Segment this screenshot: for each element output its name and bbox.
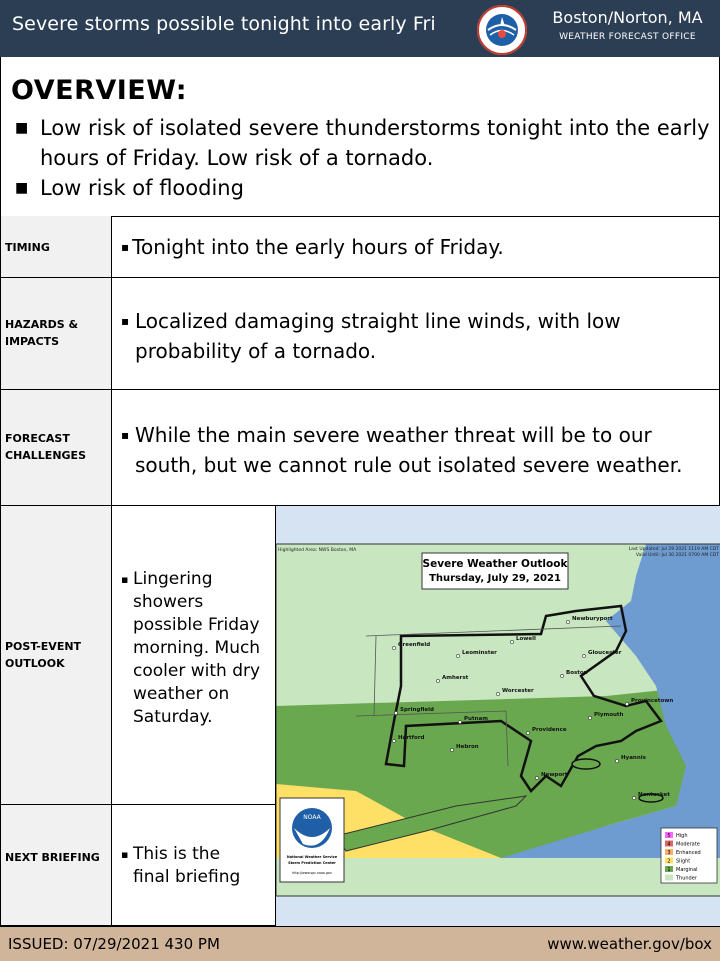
row-label-cell bbox=[1, 390, 112, 505]
city-marker bbox=[615, 759, 618, 762]
noaa-line1: National Weather Service bbox=[286, 855, 338, 859]
city-marker bbox=[632, 796, 635, 799]
map-valid-until: Valid Until: Jul 30 2021 0700 AM CDT bbox=[635, 553, 719, 558]
overview-list bbox=[13, 113, 713, 203]
city-marker bbox=[560, 674, 563, 677]
bullet-icon: ■ bbox=[15, 180, 29, 196]
legend-number: 1 bbox=[667, 867, 671, 873]
list-item: ■ Low risk of flooding bbox=[13, 173, 713, 203]
noaa-url: http://www.spc.noaa.gov bbox=[292, 871, 332, 875]
map-last-updated: Last Updated: Jul 29 2021 1119 AM CDT bbox=[628, 547, 719, 552]
city-marker bbox=[566, 620, 569, 623]
legend-number: 4 bbox=[667, 841, 671, 848]
city-marker bbox=[436, 679, 439, 682]
city-label: Leominster bbox=[462, 650, 497, 656]
city-marker bbox=[450, 748, 453, 751]
header-bar bbox=[0, 0, 720, 57]
city-label: Gloucester bbox=[588, 650, 622, 656]
city-label: Hebron bbox=[456, 744, 479, 750]
row-label: NEXT BRIEFING bbox=[5, 851, 100, 864]
row-content: ▪ Lingering showers possible Friday morning. Much cooler with dry weather on Saturday. bbox=[121, 569, 261, 727]
city-label: Newport bbox=[541, 772, 568, 778]
legend-number: 5 bbox=[667, 833, 671, 839]
city-label: Worcester bbox=[502, 688, 534, 694]
office-subtitle: WEATHER FORECAST OFFICE bbox=[559, 32, 696, 42]
city-label: Amherst bbox=[442, 675, 469, 681]
row-content: ▪ While the main severe weather threat will be to our south, but we cannot rule out isolated severe weather. bbox=[121, 423, 683, 477]
row-content: ▪ This is the final briefing bbox=[121, 844, 241, 887]
row-label: TIMING bbox=[5, 241, 50, 254]
legend-label: Enhanced bbox=[676, 850, 701, 856]
city-label: Greenfield bbox=[398, 642, 431, 648]
city-marker bbox=[535, 776, 538, 779]
city-marker bbox=[392, 739, 395, 742]
row-label-cell bbox=[1, 506, 112, 804]
bullet-icon: ■ bbox=[15, 120, 29, 136]
outlook-map-panel bbox=[275, 506, 720, 926]
legend-number: 3 bbox=[667, 850, 671, 856]
city-label: Providence bbox=[532, 727, 567, 733]
legend-label: High bbox=[676, 833, 688, 839]
city-label: Nantucket bbox=[638, 792, 670, 798]
legend-label: Slight bbox=[676, 858, 691, 865]
legend-number: 2 bbox=[667, 858, 671, 865]
nws-logo-icon bbox=[476, 4, 528, 56]
website-link[interactable]: www.weather.gov/box bbox=[547, 935, 712, 953]
city-label: Springfield bbox=[400, 707, 434, 713]
city-label: Lowell bbox=[516, 636, 536, 642]
issued-timestamp: ISSUED: 07/29/2021 430 PM bbox=[8, 935, 220, 953]
legend-swatch bbox=[665, 875, 673, 881]
city-marker bbox=[458, 720, 461, 723]
map-title: Severe Weather Outlook bbox=[422, 558, 568, 570]
forecast-challenges-row bbox=[0, 390, 720, 506]
noaa-logo-text: NOAA bbox=[303, 814, 321, 821]
footer-bar bbox=[0, 926, 720, 961]
city-label: Boston bbox=[566, 670, 588, 676]
noaa-logo bbox=[280, 798, 344, 882]
city-marker bbox=[394, 711, 397, 714]
map-highlighted-area: Highlighted Area: NWS Boston, MA bbox=[278, 548, 357, 553]
noaa-line2: Storm Prediction Center bbox=[288, 861, 336, 865]
office-name: Boston/Norton, MA bbox=[552, 8, 703, 27]
map-subtitle: Thursday, July 29, 2021 bbox=[429, 573, 561, 584]
city-label: Newburyport bbox=[572, 616, 613, 622]
row-content: ▪ Localized damaging straight line winds, with low probability of a tornado. bbox=[121, 309, 621, 363]
city-marker bbox=[392, 646, 395, 649]
city-label: Provincetown bbox=[631, 698, 674, 704]
list-item: ■ Low risk of isolated severe thunderstorms tonight into the early hours of Friday. Low risk of a tornado. bbox=[13, 113, 713, 173]
legend-label: Moderate bbox=[676, 841, 700, 848]
city-marker bbox=[582, 654, 585, 657]
row-label-cell bbox=[1, 805, 112, 925]
row-label-cell bbox=[1, 278, 112, 389]
row-content: ▪ Tonight into the early hours of Friday. bbox=[121, 235, 504, 259]
office-block bbox=[540, 8, 715, 42]
row-label-cell bbox=[1, 216, 112, 277]
city-label: Putnam bbox=[464, 716, 488, 722]
legend-label: Marginal bbox=[676, 867, 698, 873]
city-marker bbox=[456, 654, 459, 657]
city-marker bbox=[588, 716, 591, 719]
overview-section bbox=[0, 57, 720, 217]
row-label: FORECAST CHALLENGES bbox=[5, 432, 86, 462]
row-label: POST-EVENT OUTLOOK bbox=[5, 640, 82, 670]
city-marker bbox=[625, 702, 628, 705]
city-label: Plymouth bbox=[594, 712, 624, 718]
overview-title: OVERVIEW: bbox=[11, 75, 187, 106]
city-marker bbox=[526, 731, 529, 734]
page-title: Severe storms possible tonight into early Fri bbox=[12, 13, 436, 35]
legend-label: Thunder bbox=[676, 875, 697, 882]
city-marker bbox=[510, 640, 513, 643]
city-label: Hyannis bbox=[621, 755, 646, 761]
map-legend bbox=[661, 828, 717, 883]
severe-outlook-map bbox=[276, 506, 720, 926]
city-label: Hartford bbox=[398, 735, 425, 741]
hazards-row bbox=[0, 278, 720, 390]
row-label: HAZARDS & IMPACTS bbox=[5, 318, 79, 348]
city-marker bbox=[496, 692, 499, 695]
timing-row bbox=[0, 216, 720, 278]
